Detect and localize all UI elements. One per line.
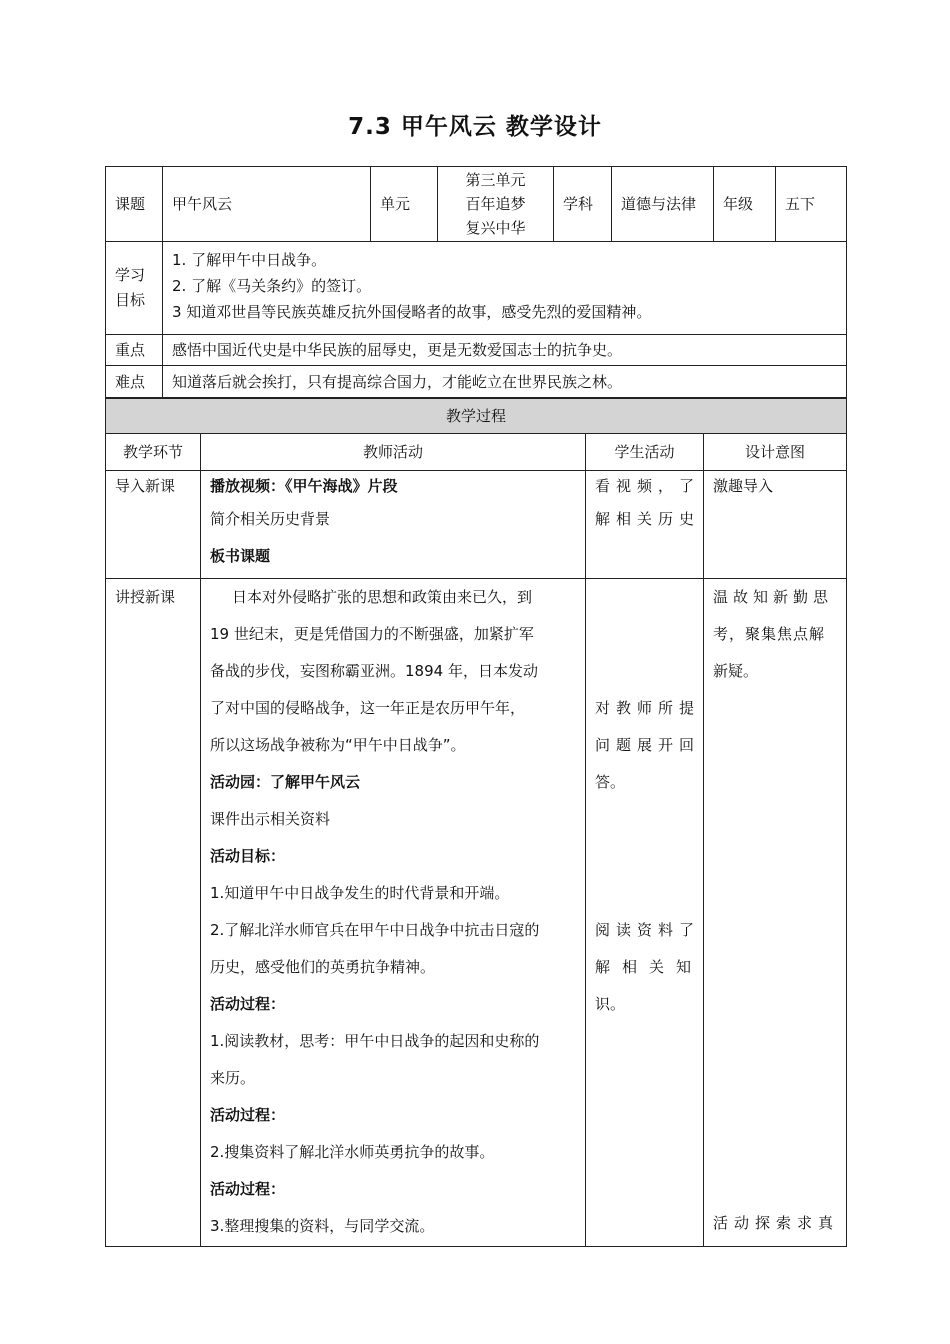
column-header-teacher: 教师活动 [201,434,586,471]
column-header-student: 学生活动 [586,434,704,471]
lesson-intent: 温故知新勤思 考，聚集焦点解 新疑。 活动探索求真 [704,579,847,1247]
key-point-label: 重点 [106,335,163,366]
intro-student: 看视频，了 解相关历史 [586,471,704,579]
goal-item: 1. 了解甲午中日战争。 [172,251,327,269]
difficulty-label: 难点 [106,366,163,398]
topic-label: 课题 [106,167,163,242]
process-heading: 教学过程 [106,399,847,434]
lesson-stage: 讲授新课 [106,579,201,1247]
lesson-student: 对教师所提 问题展开回 答。 阅读资料了 解相关知 识。 [586,579,704,1247]
column-header-intent: 设计意图 [704,434,847,471]
difficulty-value: 知道落后就会挨打，只有提高综合国力，才能屹立在世界民族之林。 [163,366,847,398]
intro-stage: 导入新课 [106,471,201,579]
lesson-info-table [105,166,847,398]
unit-label: 单元 [371,167,438,242]
goal-item: 2. 了解《马关条约》的签订。 [172,277,372,295]
intro-intent: 激趣导入 [704,471,847,579]
intro-teacher: 播放视频：《甲午海战》片段 简介相关历史背景 板书课题 [201,471,586,579]
subject-value: 道德与法律 [612,167,714,242]
teaching-process-table [105,398,847,1247]
goals-label: 学习 目标 [106,242,163,335]
unit-value: 第三单元 百年追梦 复兴中华 [438,167,554,242]
lesson-teacher: 日本对外侵略扩张的思想和政策由来已久，到 19 世纪末，更是凭借国力的不断强盛，加紧扩军 备战的步伐，妄图称霸亚洲。1894 年，日本发动 了对中国的侵略战争，这一年正是农历甲午年， 所以这场战争被称为“甲午中日战争”。 活动园：了解甲午风云 课件出示相关资料 活动目标： 1.知道甲午中日战争发生的时代背景和开端。 2.了解北洋水师官兵在甲午中日战争中抗击日寇的 历史，感受他们的英勇抗争精神。 活动过程： 1.阅读教材，思考：甲午中日战争的起因和史称的 来历。 活动过程： 2.搜集资料了解北洋水师英勇抗争的故事。 活动过程： 3.整理搜集的资料，与同学交流。 [201,579,586,1247]
goals-list [163,242,847,335]
page-title: 7.3 甲午风云 教学设计 [348,114,602,140]
column-header-stage: 教学环节 [106,434,201,471]
topic-value: 甲午风云 [163,167,371,242]
goal-item: 3 知道邓世昌等民族英雄反抗外国侵略者的故事，感受先烈的爱国精神。 [172,303,652,321]
grade-label: 年级 [714,167,776,242]
grade-value: 五下 [776,167,847,242]
subject-label: 学科 [554,167,612,242]
table-row [106,579,847,1247]
key-point-value: 感悟中国近代史是中华民族的屈辱史，更是无数爱国志士的抗争史。 [163,335,847,366]
table-row [106,471,847,579]
